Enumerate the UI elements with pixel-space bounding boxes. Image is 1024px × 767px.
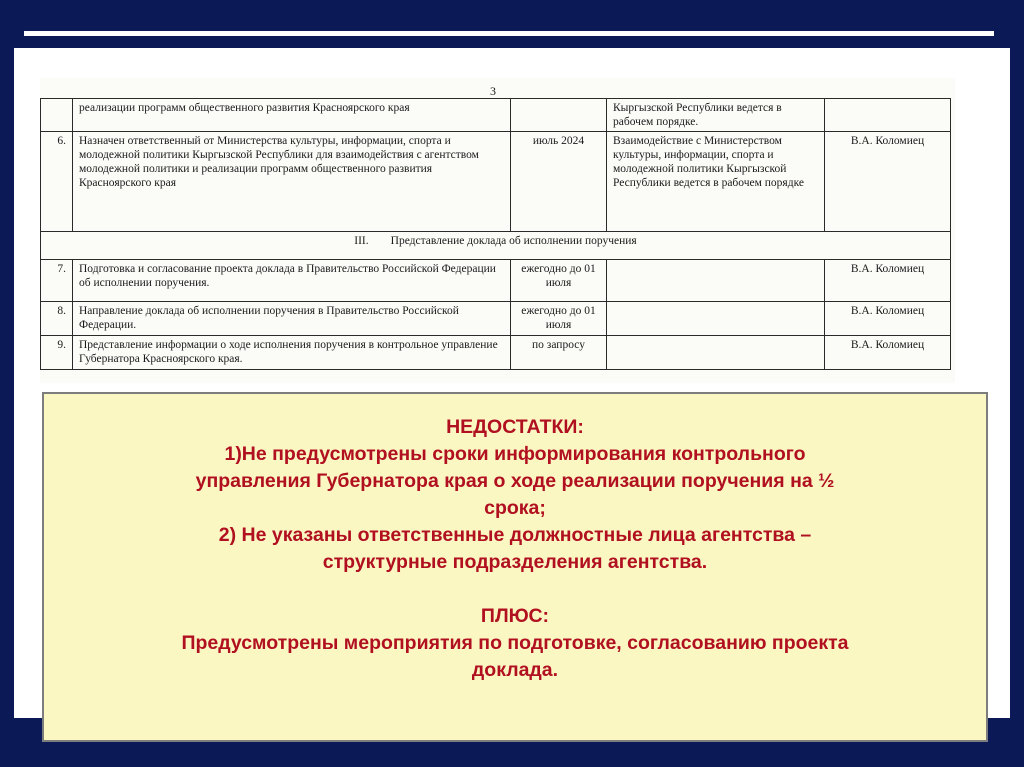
- note-cell: [607, 336, 825, 370]
- person-cell: В.А. Коломиец: [825, 260, 951, 302]
- action-cell: Направление доклада об исполнении поручения в Правительство Российской Федерации.: [73, 302, 511, 336]
- shortcoming-text: 2) Не указаны ответственные должностные лица агентства –: [218, 524, 812, 546]
- header-rule: [24, 31, 994, 36]
- table-row: [41, 302, 951, 336]
- evaluation-callout: [42, 392, 988, 742]
- table-row: [41, 132, 951, 232]
- section-title: Представление доклада об исполнении поручения: [390, 235, 637, 247]
- plus-text: Предусмотрены мероприятия по подготовке, согласованию проекта: [181, 632, 849, 654]
- date-cell: ежегодно до 01 июля: [511, 260, 607, 302]
- date-cell: по запросу: [511, 336, 607, 370]
- action-cell: Подготовка и согласование проекта доклада в Правительство Российской Федерации об исполнении поручения.: [73, 260, 511, 302]
- plus-text: доклада.: [471, 659, 559, 681]
- page-number: 3: [490, 84, 496, 98]
- scanned-document: [40, 78, 955, 383]
- section-heading: [41, 232, 951, 260]
- action-cell: Представление информации о ходе исполнения поручения в контрольное управление Губернатора Красноярского края.: [73, 336, 511, 370]
- note-cell: [607, 260, 825, 302]
- row-number: 9.: [41, 336, 73, 370]
- shortcoming-text: 1)Не предусмотрены сроки информирования контрольного: [224, 443, 806, 465]
- spacer: [44, 576, 986, 603]
- person-cell: [825, 99, 951, 132]
- row-number: [41, 99, 73, 132]
- row-number: 6.: [41, 132, 73, 232]
- person-cell: В.А. Коломиец: [825, 132, 951, 232]
- date-cell: [511, 99, 607, 132]
- date-cell: июль 2024: [511, 132, 607, 232]
- shortcomings-title: НЕДОСТАТКИ:: [446, 416, 584, 438]
- shortcoming-text: структурные подразделения агентства.: [322, 551, 708, 573]
- action-cell: реализации программ общественного развития Красноярского края: [73, 99, 511, 132]
- plus-title: ПЛЮС:: [480, 605, 550, 627]
- action-cell: Назначен ответственный от Министерства культуры, информации, спорта и молодежной политики Кыргызской Республики для взаимодействия с агентством молодежной политики и реализации программ общественного развития Красноярского края: [73, 132, 511, 232]
- shortcoming-text: управления Губернатора края о ходе реализации поручения на ½: [195, 470, 835, 492]
- date-cell: ежегодно до 01 июля: [511, 302, 607, 336]
- table-row: [41, 99, 951, 132]
- person-cell: В.А. Коломиец: [825, 302, 951, 336]
- row-number: 8.: [41, 302, 73, 336]
- person-cell: В.А. Коломиец: [825, 336, 951, 370]
- shortcoming-text: срока;: [484, 497, 546, 519]
- note-cell: Взаимодействие с Министерством культуры, информации, спорта и молодежной политики Кыргызской Республики ведется в рабочем порядке: [607, 132, 825, 232]
- table-row: [41, 336, 951, 370]
- table-row: [41, 260, 951, 302]
- section-number: III.: [354, 235, 369, 247]
- note-cell: Кыргызской Республики ведется в рабочем порядке.: [607, 99, 825, 132]
- note-cell: [607, 302, 825, 336]
- action-plan-table: [40, 98, 951, 370]
- section-row: [41, 232, 951, 260]
- row-number: 7.: [41, 260, 73, 302]
